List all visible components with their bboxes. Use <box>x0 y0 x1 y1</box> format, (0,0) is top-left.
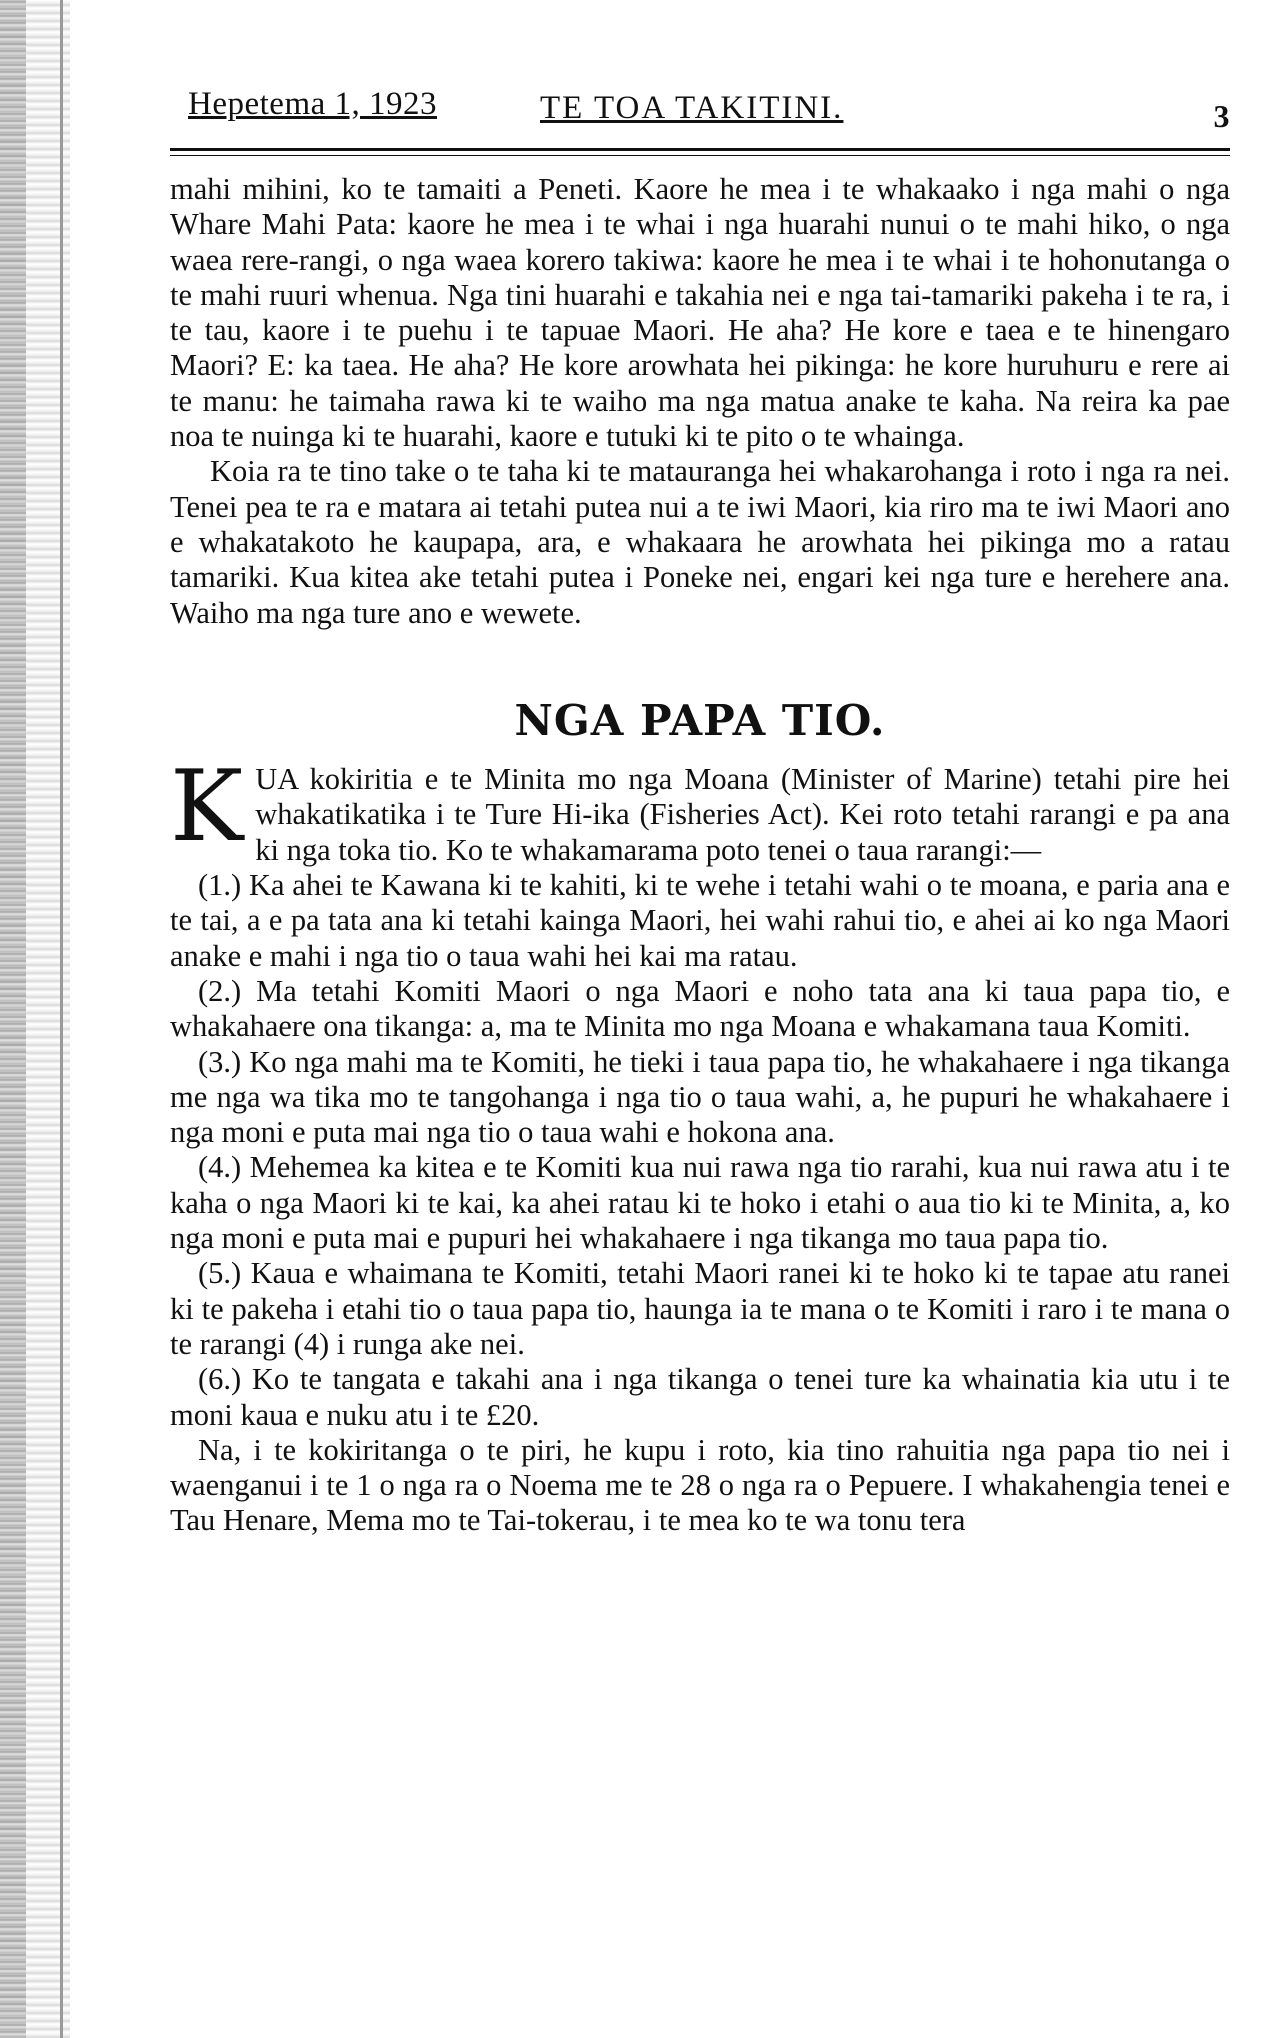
paragraph-continued: mahi mihini, ko te tamaiti a Peneti. Kaore he mea i te whakaako i nga mahi o nga Whare Mahi Pata: kaore he mea i te whai i nga huarahi nunui o te mahi hiko, o nga waea rere-rangi, o nga waea korero takiwa: kaore he mea i te whai i te hohonutanga o te mahi ruuri whenua. Nga tini huarahi e takahia nei e nga tai-tamariki pakeha i te ra, i te tau, kaore i te puehu i te tapuae Maori. He aha? He kore e taea e te hinengaro Maori? E: ka taea. He aha? He kore arowhata hei pikinga: he kore huruhuru e rere ai te manu: he taimaha rawa ki te waiho ma nga matua anake te kaha. Na reira ka pae noa te nuinga ki te huarahi, kaore e tutuki ki te pito o te whainga. <box>170 172 1230 454</box>
binding-rule <box>60 0 63 2038</box>
section-lead-text: UA kokiritia e te Minita mo nga Moana (Minister of Marine) tetahi pire hei whakatikatika i te Ture Hi-ika (Fisheries Act). Kei roto tetahi rarangi e pa ana ki nga toka tio. Ko te whakamarama poto tenei o taua rarangi:— <box>255 762 1230 867</box>
section-body <box>170 750 1230 1539</box>
paragraph: Koia ra te tino take o te taha ki te matauranga hei whakarohanga i roto i nga ra nei. Tenei pea te ra e matara ai tetahi putea nui a te iwi Maori, kia riro ma te iwi Maori ano e whakatakoto he kaupapa, ara, e whakaara he arowhata hei pikinga mo a ratau tamariki. Kua kitea ake tetahi putea i Poneke nei, engari kei nga ture e herehere ana. Waiho ma nga ture ano e wewete. <box>170 454 1230 630</box>
section-lead <box>170 750 1230 868</box>
clause-1: (1.) Ka ahei te Kawana ki te kahiti, ki te wehe i tetahi wahi o te moana, e paria ana e te tai, a e pa tata ana ki tetahi kainga Maori, hei wahi rahui tio, e ahei ai ko nga Maori anake e mahi i nga tio o taua wahi hei kai ma ratau. <box>170 868 1230 973</box>
running-head <box>170 80 1230 140</box>
clause-3: (3.) Ko nga mahi ma te Komiti, he tieki i taua papa tio, he whakahaere i nga tikanga me nga wa tika mo te tangohanga i nga tio o taua wahi, a, he pupuri he whakahaere i nga moni e puta mai nga tio o taua wahi e hokona ana. <box>170 1044 1230 1150</box>
clause-6: (6.) Ko te tangata e takahi ana i nga tikanga o tenei ture ka whainatia kia utu i te moni kaua e nuku atu i te £20. <box>170 1362 1230 1432</box>
drop-cap: K <box>170 750 244 865</box>
header-rule <box>170 148 1230 151</box>
closing-paragraph: Na, i te kokiritanga o te piri, he kupu i roto, kia tino rahuitia nga papa tio nei i waenganui i te 1 o nga ra o Noema me te 28 o nga ra o Pepuere. I whakahengia tenei e Tau Henare, Mema mo te Tai-tokerau, i te mea ko te wa tonu tera <box>170 1432 1230 1538</box>
clause-5: (5.) Kaua e whaimana te Komiti, tetahi Maori ranei ki te hoko ki te tapae atu ranei ki te pakeha i etahi tio o taua papa tio, haunga ia te mana o te Komiti i raro i te mana o te rarangi (4) i runga ake nei. <box>170 1256 1230 1361</box>
issue-date: Hepetema 1, 1923 <box>188 86 438 122</box>
publication-title: TE TOA TAKITINI. <box>540 90 844 126</box>
page <box>170 80 1230 1539</box>
clause-2: (2.) Ma tetahi Komiti Maori o nga Maori e noho tata ana ki taua papa tio, e whakahaere ona tikanga: a, ma te Minita mo nga Moana e whakamana taua Komiti. <box>170 973 1230 1044</box>
article-body <box>170 172 1230 1539</box>
clause-4: (4.) Mehemea ka kitea e te Komiti kua nui rawa nga tio rarahi, kua nui rawa atu i te kaha o nga Maori ki te kai, ka ahei ratau ki te hoko i etahi o aua tio ki te Minita, a, ko nga moni e puta mai e pupuri hei whakahaere i nga tikanga mo taua papa tio. <box>170 1150 1230 1256</box>
section-heading: NGA PAPA TIO. <box>514 695 886 745</box>
header-rule-thin <box>170 155 1230 156</box>
page-number: 3 <box>1213 98 1230 134</box>
